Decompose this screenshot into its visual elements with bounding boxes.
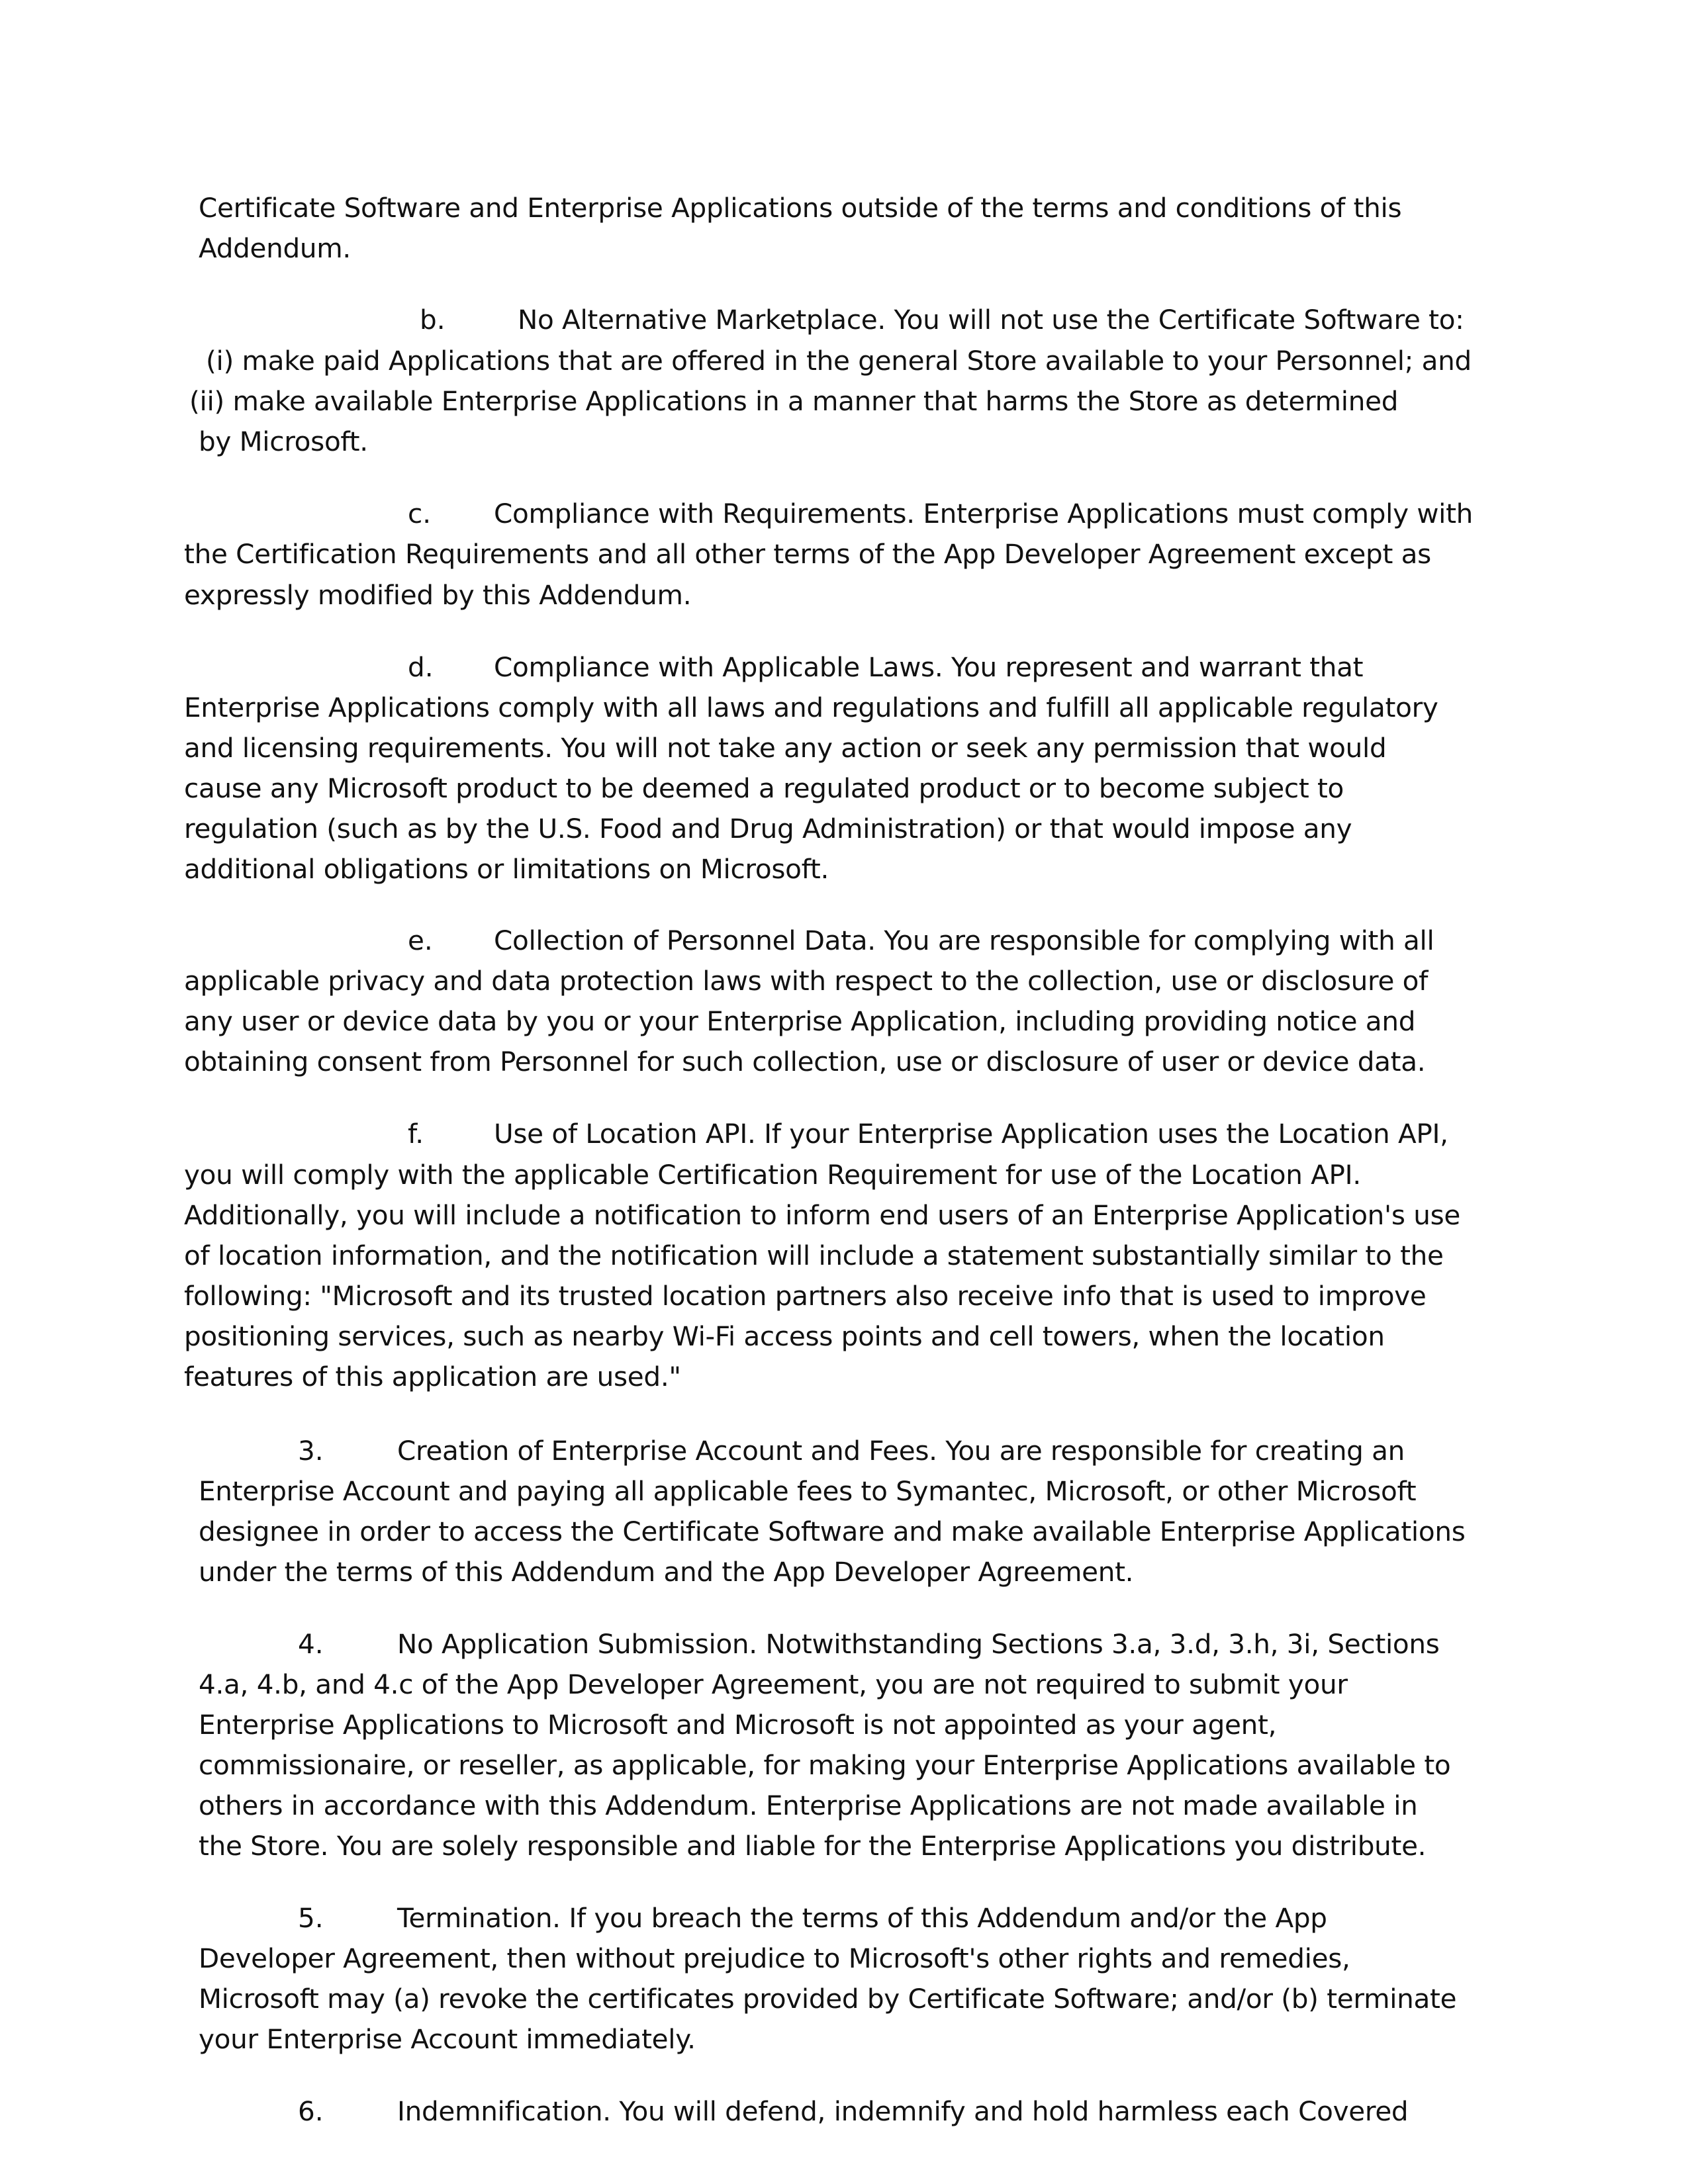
intro-line: Certificate Software and Enterprise Applications outside of the terms and conditions of this [199, 192, 1402, 224]
section-marker-4: 4. [298, 1628, 324, 1660]
section-heading-e: Collection of Personnel Data. You are responsible for complying with all [494, 925, 1434, 956]
section-heading-d: Compliance with Applicable Laws. You represent and warrant that [494, 651, 1364, 683]
section-line: Developer Agreement, then without prejudice to Microsoft's other rights and remedies, [199, 1942, 1350, 1974]
section-line: Additionally, you will include a notification to inform end users of an Enterprise Application's use [184, 1199, 1461, 1231]
section-marker-d: d. [408, 651, 434, 683]
section-line: by Microsoft. [199, 426, 368, 457]
section-line: Enterprise Applications comply with all laws and regulations and fulfill all applicable regulatory [184, 692, 1438, 723]
section-marker-e: e. [408, 925, 433, 956]
section-heading-b: No Alternative Marketplace. You will not use the Certificate Software to: [518, 304, 1464, 336]
section-line: 4.a, 4.b, and 4.c of the App Developer Agreement, you are not required to submit your [199, 1668, 1348, 1700]
section-line: (ii) make available Enterprise Applications in a manner that harms the Store as determined [189, 385, 1399, 417]
section-marker-3: 3. [298, 1435, 324, 1467]
section-heading-c: Compliance with Requirements. Enterprise Applications must comply with [494, 498, 1474, 529]
section-line: features of this application are used." [184, 1361, 681, 1392]
section-line: of location information, and the notification will include a statement substantially similar to the [184, 1240, 1444, 1271]
section-line: under the terms of this Addendum and the App Developer Agreement. [199, 1556, 1134, 1588]
section-heading-4: No Application Submission. Notwithstanding Sections 3.a, 3.d, 3.h, 3i, Sections [397, 1628, 1440, 1660]
section-line: and licensing requirements. You will not take any action or seek any permission that would [184, 732, 1387, 764]
section-heading-6: Indemnification. You will defend, indemnify and hold harmless each Covered [397, 2095, 1409, 2127]
section-line: designee in order to access the Certificate Software and make available Enterprise Applications [199, 1516, 1466, 1547]
section-line: applicable privacy and data protection laws with respect to the collection, use or disclosure of [184, 965, 1429, 997]
section-line: the Certification Requirements and all other terms of the App Developer Agreement except as [184, 538, 1431, 570]
section-marker-b: b. [420, 304, 445, 336]
section-line: others in accordance with this Addendum. Enterprise Applications are not made available in [199, 1790, 1418, 1821]
section-line: (i) make paid Applications that are offered in the general Store available to your Personnel; and [206, 345, 1472, 377]
section-line: your Enterprise Account immediately. [199, 2023, 696, 2055]
section-line: commissionaire, or reseller, as applicable, for making your Enterprise Applications available to [199, 1749, 1451, 1781]
section-line: you will comply with the applicable Certification Requirement for use of the Location API. [184, 1159, 1361, 1191]
section-marker-6: 6. [298, 2095, 324, 2127]
section-line: positioning services, such as nearby Wi-Fi access points and cell towers, when the location [184, 1320, 1385, 1352]
intro-line: Addendum. [199, 232, 351, 264]
section-line: additional obligations or limitations on Microsoft. [184, 853, 829, 885]
section-line: expressly modified by this Addendum. [184, 579, 692, 611]
section-line: following: "Microsoft and its trusted location partners also receive info that is used to improve [184, 1280, 1427, 1312]
section-line: Enterprise Applications to Microsoft and Microsoft is not appointed as your agent, [199, 1709, 1277, 1741]
section-marker-c: c. [408, 498, 432, 529]
section-line: any user or device data by you or your Enterprise Application, including providing notice and [184, 1005, 1416, 1037]
section-line: regulation (such as by the U.S. Food and Drug Administration) or that would impose any [184, 813, 1352, 844]
section-line: Enterprise Account and paying all applicable fees to Symantec, Microsoft, or other Microsoft [199, 1475, 1417, 1507]
section-heading-5: Termination. If you breach the terms of this Addendum and/or the App [397, 1902, 1327, 1934]
section-line: Microsoft may (a) revoke the certificates provided by Certificate Software; and/or (b) terminate [199, 1983, 1457, 2015]
section-heading-3: Creation of Enterprise Account and Fees. You are responsible for creating an [397, 1435, 1405, 1467]
section-marker-f: f. [408, 1118, 424, 1150]
section-line: cause any Microsoft product to be deemed a regulated product or to become subject to [184, 772, 1344, 804]
section-line: the Store. You are solely responsible and liable for the Enterprise Applications you distribute. [199, 1830, 1427, 1862]
section-line: obtaining consent from Personnel for such collection, use or disclosure of user or device data. [184, 1046, 1426, 1077]
section-marker-5: 5. [298, 1902, 324, 1934]
section-heading-f: Use of Location API. If your Enterprise Application uses the Location API, [494, 1118, 1448, 1150]
